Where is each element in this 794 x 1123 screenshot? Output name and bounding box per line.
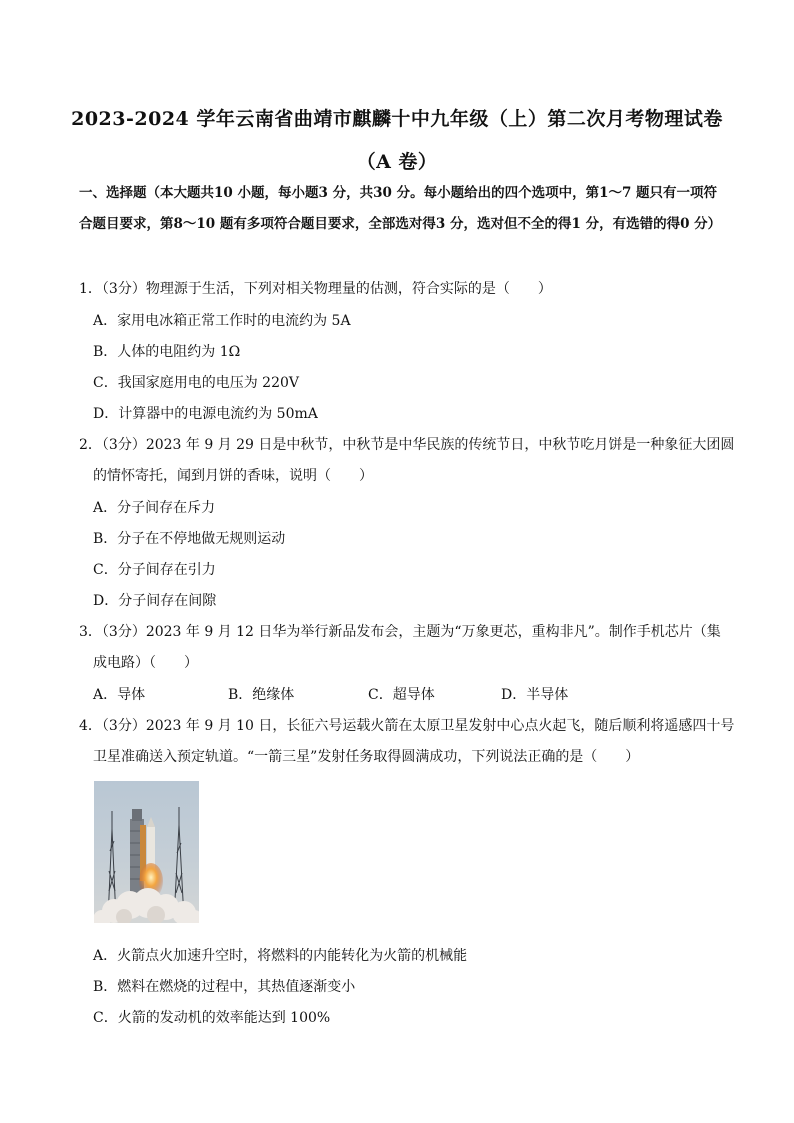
question-2-stem-cont: 的情怀寄托，闻到月饼的香味，说明（ ） — [93, 468, 373, 484]
question-1-stem: 1．（3分）物理源于生活，下列对相关物理量的估测，符合实际的是（ ） — [79, 281, 552, 297]
question-3-stem-cont: 成电路）（ ） — [93, 655, 198, 671]
question-3-options — [93, 684, 693, 704]
question-4-stem-cont: 卫星准确送入预定轨道。“一箭三星”发射任务取得圆满成功，下列说法正确的是（ ） — [93, 749, 640, 765]
question-2-stem: 2．（3分）2023 年 9 月 29 日是中秋节，中秋节是中华民族的传统节日，中秋节吃月饼是一种象征大团圆 — [79, 437, 735, 453]
question-3-stem: 3．（3分）2023 年 9 月 12 日华为举行新品发布会，主题为“万象更芯，重构非凡”。制作手机芯片（集 — [79, 624, 721, 640]
question-2-option-a: A．分子间存在斥力 — [93, 500, 216, 516]
section-heading: 一、选择题（本大题共10 小题，每小题3 分，共30 分。每小题给出的四个选项中，第1～7 题只有一项符合题目要求，第8～10 题有多项符合题目要求，全部选对得3 分，选对但不全的得1 分，有选错的得0 分） — [79, 185, 722, 232]
question-3-option-d: D．半导体 — [501, 687, 569, 703]
question-3-option-a: A．导体 — [93, 687, 146, 703]
exam-title: 2023-2024 学年云南省曲靖市麒麟十中九年级（上）第二次月考物理试卷 — [71, 108, 723, 130]
question-4-option-b: B．燃料在燃烧的过程中，其热值逐渐变小 — [93, 979, 356, 995]
question-4-option-a: A．火箭点火加速升空时，将燃料的内能转化为火箭的机械能 — [93, 948, 468, 964]
question-4-stem: 4．（3分）2023 年 9 月 10 日，长征六号运载火箭在太原卫星发射中心点火起飞，随后顺利将遥感四十号 — [79, 718, 735, 734]
question-4-option-c: C．火箭的发动机的效率能达到 100% — [93, 1010, 331, 1026]
question-3-option-b: B．绝缘体 — [228, 687, 295, 703]
question-2-option-c: C．分子间存在引力 — [93, 562, 216, 578]
question-1-option-d: D．计算器中的电源电流约为 50mA — [93, 406, 318, 422]
question-1-option-a: A．家用电冰箱正常工作时的电流约为 5A — [93, 313, 351, 329]
question-2-option-b: B．分子在不停地做无规则运动 — [93, 531, 286, 547]
rocket-launch-photo — [94, 781, 199, 923]
question-1-option-b: B．人体的电阻约为 1Ω — [93, 344, 241, 360]
exam-title-version: （A 卷） — [356, 151, 438, 173]
question-2-option-d: D．分子间存在间隙 — [93, 593, 217, 609]
question-1-option-c: C．我国家庭用电的电压为 220V — [93, 375, 299, 391]
question-3-option-c: C．超导体 — [368, 687, 435, 703]
